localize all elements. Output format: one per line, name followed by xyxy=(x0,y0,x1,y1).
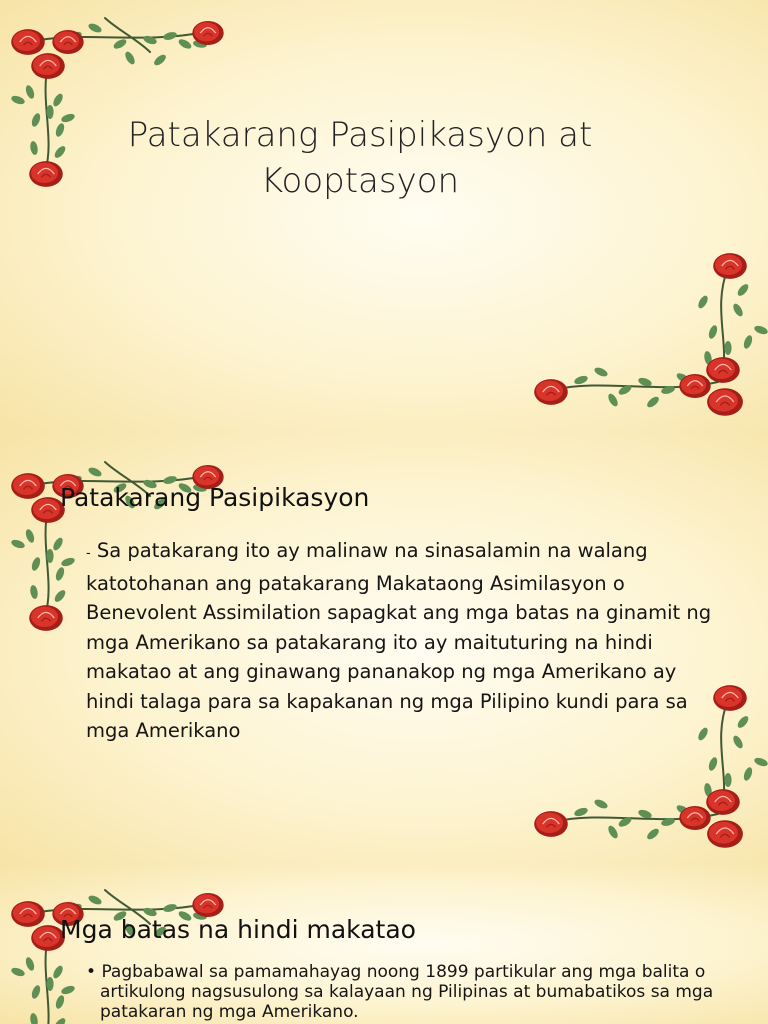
leaf-icon xyxy=(51,92,64,108)
slide-title xyxy=(0,0,768,432)
rose-icon xyxy=(707,388,743,416)
leaf-icon xyxy=(51,964,64,980)
leaf-icon xyxy=(736,714,751,729)
title-line-2: Kooptasyon xyxy=(260,161,460,201)
leaf-icon xyxy=(30,556,42,572)
leaf-icon xyxy=(731,302,744,318)
leaf-icon xyxy=(112,37,128,50)
leaf-icon xyxy=(87,894,103,906)
bullet-item: • Pagbabawal sa pamamahayag noong 1899 partikular ang mga balita o artikulong nagsusulong sa kalayaan ng Pilipinas at bumabatikos sa mga patakaran ng mga Amerikano. xyxy=(86,962,714,1022)
rose-icon xyxy=(679,374,710,398)
leaf-icon xyxy=(29,584,39,599)
leaf-icon xyxy=(742,334,754,350)
leaf-icon xyxy=(53,1016,68,1024)
title-line-1: Patakarang Pasipikasyon at xyxy=(127,115,593,155)
leaf-icon xyxy=(162,31,177,42)
leaf-icon xyxy=(24,956,36,972)
rose-icon xyxy=(11,473,45,499)
leaf-icon xyxy=(46,549,53,563)
leaf-icon xyxy=(87,22,103,34)
leaf-icon xyxy=(606,824,619,840)
leaf-icon xyxy=(573,374,589,386)
leaf-icon xyxy=(177,37,193,50)
leaf-icon xyxy=(162,903,177,914)
paragraph-text: Sa patakarang ito ay malinaw na sinasalamin na walang katotohanan ang patakarang Makataong Asimilasyon o Benevolent Assimilation sapagkat ang mga batas na ginamit ng mga Amerikano sa patakarang ito ay maituturing na hindi makatao at ang ginawang pananakop ng mga Amerikano ay hindi talaga para sa kapakanan ng mga Pilipino kundi para sa mga Amerikano xyxy=(86,539,712,742)
slide-mga-batas xyxy=(0,864,768,1024)
rose-icon xyxy=(534,811,568,837)
rose-garland-bottom-right-icon xyxy=(533,250,768,430)
leaf-icon xyxy=(30,112,42,128)
leaf-icon xyxy=(753,324,768,336)
rose-icon xyxy=(31,53,65,79)
leaf-icon xyxy=(736,282,751,297)
leaf-icon xyxy=(10,538,26,550)
leaf-icon xyxy=(142,34,158,46)
leaf-icon xyxy=(152,53,167,68)
rose-icon xyxy=(534,379,568,405)
rose-icon xyxy=(192,21,223,45)
leaf-icon xyxy=(593,366,609,378)
rose-icon xyxy=(52,30,83,54)
slide-pasipikasyon xyxy=(0,432,768,864)
leaf-icon xyxy=(60,556,76,568)
leaf-icon xyxy=(593,798,609,810)
leaf-icon xyxy=(54,566,66,582)
rose-icon xyxy=(706,357,740,383)
section-heading: Mga batas na hindi makatao xyxy=(60,915,416,944)
leaf-icon xyxy=(753,756,768,768)
leaf-icon xyxy=(742,766,754,782)
leaf-icon xyxy=(731,734,744,750)
leaf-icon xyxy=(123,50,136,66)
bullet-text: Pagbabawal sa pamamahayag noong 1899 partikular ang mga balita o artikulong nagsusulong sa kalayaan ng Pilipinas at bumabatikos sa mga patakaran ng mga Amerikano. xyxy=(100,962,714,1022)
leaf-icon xyxy=(30,984,42,1000)
leaf-icon xyxy=(46,977,53,991)
leaf-icon xyxy=(707,324,719,340)
bullet-list xyxy=(78,962,738,1022)
leaf-icon xyxy=(24,84,36,100)
rose-icon xyxy=(707,820,743,848)
rose-icon xyxy=(706,789,740,815)
section-heading: Patakarang Pasipikasyon xyxy=(60,483,370,512)
leaf-icon xyxy=(53,588,68,603)
rose-icon xyxy=(679,806,710,830)
leaf-icon xyxy=(724,341,731,355)
leaf-icon xyxy=(10,94,26,106)
leaf-icon xyxy=(696,294,709,310)
rose-icon xyxy=(11,901,45,927)
leaf-icon xyxy=(60,984,76,996)
leaf-icon xyxy=(54,994,66,1010)
leaf-icon xyxy=(29,140,39,155)
leaf-icon xyxy=(24,528,36,544)
leaf-icon xyxy=(724,773,731,787)
rose-icon xyxy=(29,605,63,631)
leaf-icon xyxy=(46,105,53,119)
leaf-icon xyxy=(707,756,719,772)
leaf-icon xyxy=(645,827,660,842)
leaf-icon xyxy=(51,536,64,552)
leaf-icon xyxy=(29,1012,39,1024)
slide-title-text xyxy=(60,112,660,204)
leaf-icon xyxy=(645,395,660,410)
dash-marker: - xyxy=(86,546,91,561)
leaf-icon xyxy=(606,392,619,408)
body-paragraph xyxy=(86,536,726,746)
rose-icon xyxy=(29,161,63,187)
rose-icon xyxy=(11,29,45,55)
rose-icon xyxy=(713,253,747,279)
leaf-icon xyxy=(87,466,103,478)
leaf-icon xyxy=(10,966,26,978)
leaf-icon xyxy=(573,806,589,818)
